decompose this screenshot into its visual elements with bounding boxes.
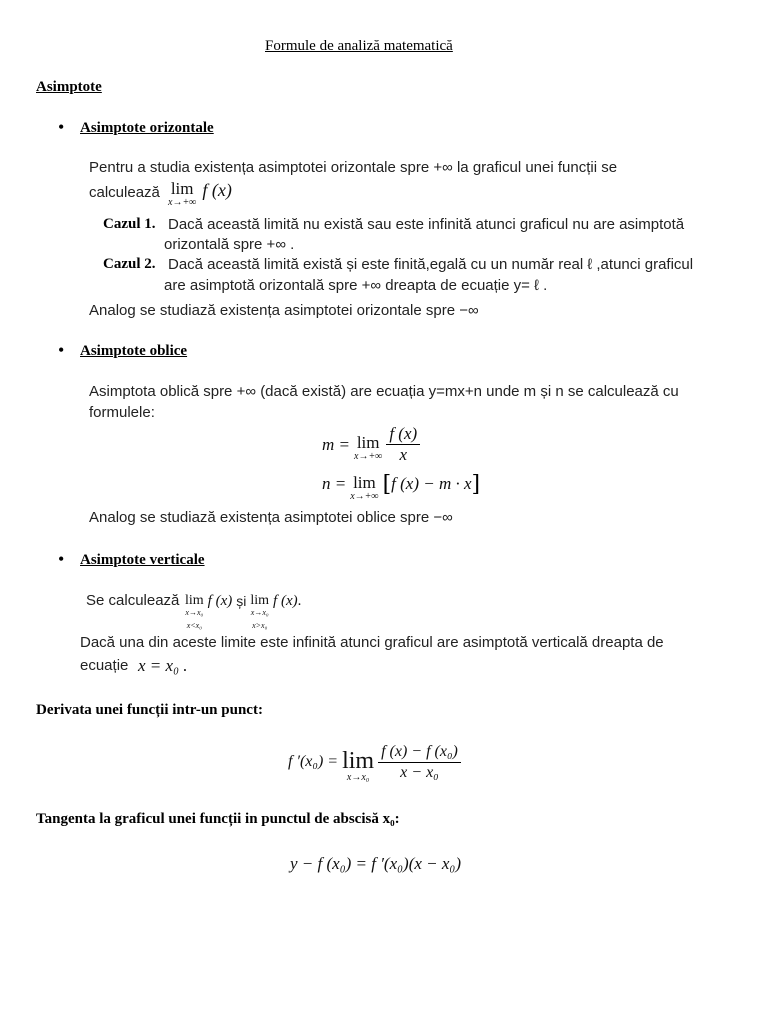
lim-word: lim [170, 179, 194, 198]
lim-word: lim [185, 593, 204, 608]
section-heading-asimptote: Asimptote [36, 79, 102, 95]
formula-n: n = lim x→+∞ [f (x) − m · x] [322, 472, 481, 502]
period: . [297, 593, 302, 609]
bullet-icon: • [58, 340, 65, 360]
orizontale-intro-1: Pentru a studia existența asimptotei orizontale spre +∞ la graficul unei funcții se [89, 159, 618, 176]
lim-subscript: x→+∞ [354, 450, 383, 462]
caz1-continuation: orizontală spre +∞ . [164, 236, 295, 253]
lim-word: lim [250, 593, 270, 608]
n-lhs: n = [322, 474, 347, 493]
lim-fx-1: f (x) [207, 593, 233, 609]
caz1-label: Cazul 1. [103, 216, 156, 232]
lim-subscript: x→x₀ [346, 772, 370, 783]
lim-expression: f (x) [202, 180, 232, 200]
caz2-text: Dacă această limită există și este finită,egală cu un număr real ℓ ,atunci graficul [168, 256, 694, 273]
lim-subscript-2b: x>x₀ [252, 621, 268, 630]
oblice-intro-2: formulele: [89, 404, 155, 421]
derivative-denominator: x − x₀ [400, 763, 439, 781]
formula-lim-inf [168, 180, 232, 208]
formula-lateral-limits [185, 593, 301, 630]
heading-oblice: Asimptote oblice [80, 343, 188, 359]
caz2-continuation: are asimptotă orizontală spre +∞ dreapta de ecuație y= ℓ . [164, 277, 548, 294]
oblice-analog: Analog se studiază existența asimptotei oblice spre −∞ [89, 509, 453, 526]
vertical-asymptote-equation: x = x₀ . [138, 656, 188, 675]
tangent-formula: y − f (x₀) = f ′(x₀)(x − x₀) [290, 854, 462, 873]
heading-verticale: Asimptote verticale [80, 552, 205, 568]
heading-tangenta: Tangenta la graficul unei funcții in punctul de abscisă x₀: [36, 811, 400, 827]
si-word: și [236, 593, 247, 609]
lim-word: lim [353, 473, 376, 492]
orizontale-intro-2: calculează [89, 184, 160, 201]
m-denominator: x [399, 445, 408, 464]
derivative-lhs: f ′(x₀) = [288, 753, 339, 770]
formula-derivative [288, 741, 461, 783]
lim-subscript-1a: x→x₀ [185, 608, 204, 617]
lim-subscript-1b: x<x₀ [186, 621, 202, 630]
derivative-numerator: f (x) − f (x₀) [378, 742, 461, 763]
verticale-intro: Se calculează [86, 592, 180, 609]
heading-orizontale: Asimptote orizontale [80, 120, 214, 136]
m-lhs: m = [322, 434, 350, 454]
lim-fx-2: f (x) [273, 593, 298, 609]
oblice-intro-1: Asimptota oblică spre +∞ (dacă există) are ecuația y=mx+n unde m și n se calculează cu [89, 383, 679, 400]
lim-subscript: x→+∞ [350, 491, 379, 502]
heading-derivata: Derivata unei funcții intr-un punct: [36, 702, 263, 718]
lim-word: lim [356, 432, 380, 452]
bullet-icon: • [58, 549, 65, 569]
orizontale-analog: Analog se studiază existența asimptotei orizontale spre −∞ [89, 302, 479, 319]
page-title: Formule de analiză matematică [265, 38, 453, 54]
caz1-text: Dacă această limită nu există sau este infinită atunci graficul nu are asimptotă [168, 216, 685, 233]
bullet-icon: • [58, 117, 65, 137]
formula-m [322, 424, 420, 465]
verticale-text-2: ecuație [80, 657, 129, 674]
lim-subscript: x→+∞ [168, 197, 197, 208]
n-expression: f (x) − m · x [391, 474, 472, 493]
caz2-label: Cazul 2. [103, 256, 156, 272]
m-numerator: f (x) [386, 424, 420, 445]
verticale-text-1: Dacă una din aceste limite este infinită atunci graficul are asimptotă verticală dreapta de [80, 634, 664, 651]
lim-word: lim [342, 748, 375, 774]
lim-subscript-2a: x→x₀ [250, 608, 269, 617]
